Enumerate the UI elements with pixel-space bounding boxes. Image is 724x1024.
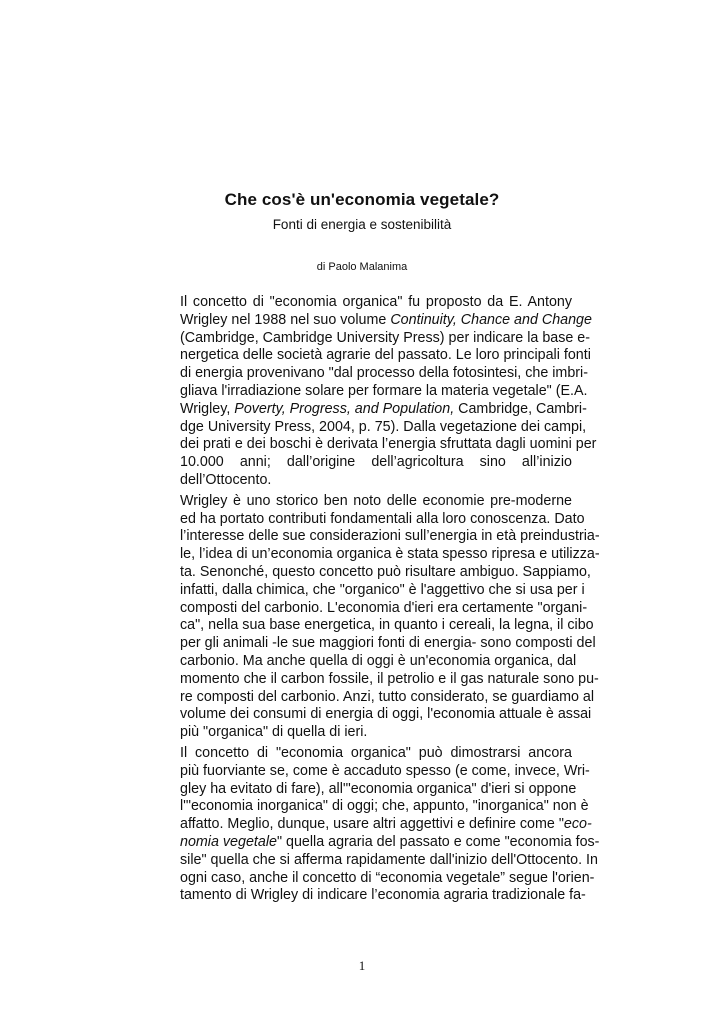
text-segment: Cambridge, Cambri- [454,400,587,417]
text-line [138,365,588,383]
text-line [138,436,597,454]
italic-text: Continuity, Chance and Change [390,311,592,328]
text-segment: affatto. Meglio, dunque, usare altri aggettivi e definire come " [180,816,564,833]
text-segment: momento che il carbon fossile, il petrolio e il gas naturale sono pu- [180,670,599,687]
italic-text: Poverty, Progress, and Population, [234,400,455,417]
text-line [138,745,572,763]
text-line [138,816,592,834]
text-segment: dell’Ottocento. [180,471,272,488]
text-segment: composti del carbonio. L'economia d'ieri era certamente "organi- [180,599,588,616]
text-line [138,869,595,888]
document-subtitle: Fonti di energia e sostenibilità [272,217,452,232]
text-segment: 10.000 anni; dall’origine dell’agricoltura sino all’inizio [180,454,572,471]
text-segment: volume dei consumi di energia di oggi, l'economia attuale è assai [180,706,592,723]
text-segment: " quella agraria del passato e come "economia fos- [276,833,600,850]
paragraph [138,294,597,490]
text-line [138,887,586,905]
text-line [138,418,587,437]
text-segment: ogni caso, anche il concetto di “economia vegetale” segue l'orien- [180,869,595,886]
text-line [138,347,591,365]
text-segment: ed ha portato contributi fondamentali alla loro conoscenza. Dato [180,510,585,527]
text-line [138,472,572,490]
text-line [138,599,588,618]
author-byline: di Paolo Malanima [316,261,408,273]
text-line [138,329,591,348]
text-segment: l'"economia inorganica" di oggi; che, appunto, "inorganica" non è [180,798,589,815]
text-line [138,528,600,546]
text-segment: tamento di Wrigley di indicare l’economia agraria tradizionale fa- [180,887,586,904]
text-line [138,563,591,582]
text-line [138,652,577,671]
text-segment: dge University Press, 2004, p. 75). Dalla vegetazione dei campi, [180,418,587,435]
text-segment: ca", nella sua base energetica, in quanto i cereali, la legna, il cibo [180,617,594,634]
text-line [138,581,585,600]
text-segment: più fuorviante se, come è accaduto spesso (e come, invece, Wri- [180,762,590,779]
text-line [138,635,596,653]
text-line [138,400,587,419]
text-line [138,510,585,529]
text-segment: ta. Senonché, questo concetto può risultare ambiguo. Sappiamo, [180,563,591,580]
text-segment: Wrigley nel 1988 nel suo volume [180,311,391,328]
text-segment: più "organica" di quella di ieri. [180,724,368,741]
text-segment: per gli animali -le sue maggiori fonti di energia- sono composti del [180,635,596,652]
text-segment: carbonio. Ma anche quella di oggi è un'economia organica, dal [180,652,577,669]
text-segment: le, l’idea di un’economia organica è stata spesso ripresa e utilizza- [180,546,600,563]
text-line [138,382,588,401]
body-text [138,294,600,908]
text-segment: l’interesse delle sue considerazioni sull’energia in età preindustria- [180,528,600,545]
text-segment: dei prati e dei boschi è derivata l’energia sfruttata dagli uomini per [180,436,597,453]
text-line [138,780,577,799]
text-line [138,546,600,564]
text-line [138,617,594,635]
italic-text: eco- [563,816,592,833]
text-segment: Wrigley, [180,400,235,417]
text-segment: sile" quella che si afferma rapidamente dall'inizio dell'Ottocento. In [180,851,598,868]
paragraph [138,492,600,742]
italic-text: nomia vegetale [180,833,277,850]
text-line [138,688,595,707]
text-line [138,798,589,816]
page-number: 1 [358,958,366,973]
text-line [138,706,592,724]
text-segment: di energia provenivano "dal processo della fotosintesi, che imbri- [180,365,588,382]
text-line [138,851,598,870]
text-line [138,454,572,472]
text-segment: Wrigley è uno storico ben noto delle economie pre-moderne [180,492,572,509]
text-segment: gley ha evitato di fare), all'"economia organica" d'ieri si oppone [180,780,577,797]
text-line [138,670,599,689]
text-segment: gliava l'irradiazione solare per formare la materia vegetale" (E.A. [180,382,588,399]
text-line [138,311,592,330]
text-segment: Il concetto di "economia organica" può dimostrarsi ancora [180,744,572,761]
text-line [138,724,572,742]
text-line [138,762,590,781]
text-segment: infatti, dalla chimica, che "organico" è l'aggettivo che si usa per i [180,581,585,598]
text-segment: (Cambridge, Cambridge University Press) per indicare la base e- [180,329,591,346]
text-segment: nergetica delle società agrarie del passato. Le loro principali fonti [180,347,591,364]
document-title: Che cos'è un'economia vegetale? [224,190,500,209]
text-segment: re composti del carbonio. Anzi, tutto considerato, se guardiamo al [180,688,595,705]
text-line [138,294,572,312]
text-line [138,493,572,511]
text-segment: Il concetto di "economia organica" fu proposto da E. Antony [180,294,572,310]
text-line [138,833,600,852]
paragraph [138,744,600,905]
